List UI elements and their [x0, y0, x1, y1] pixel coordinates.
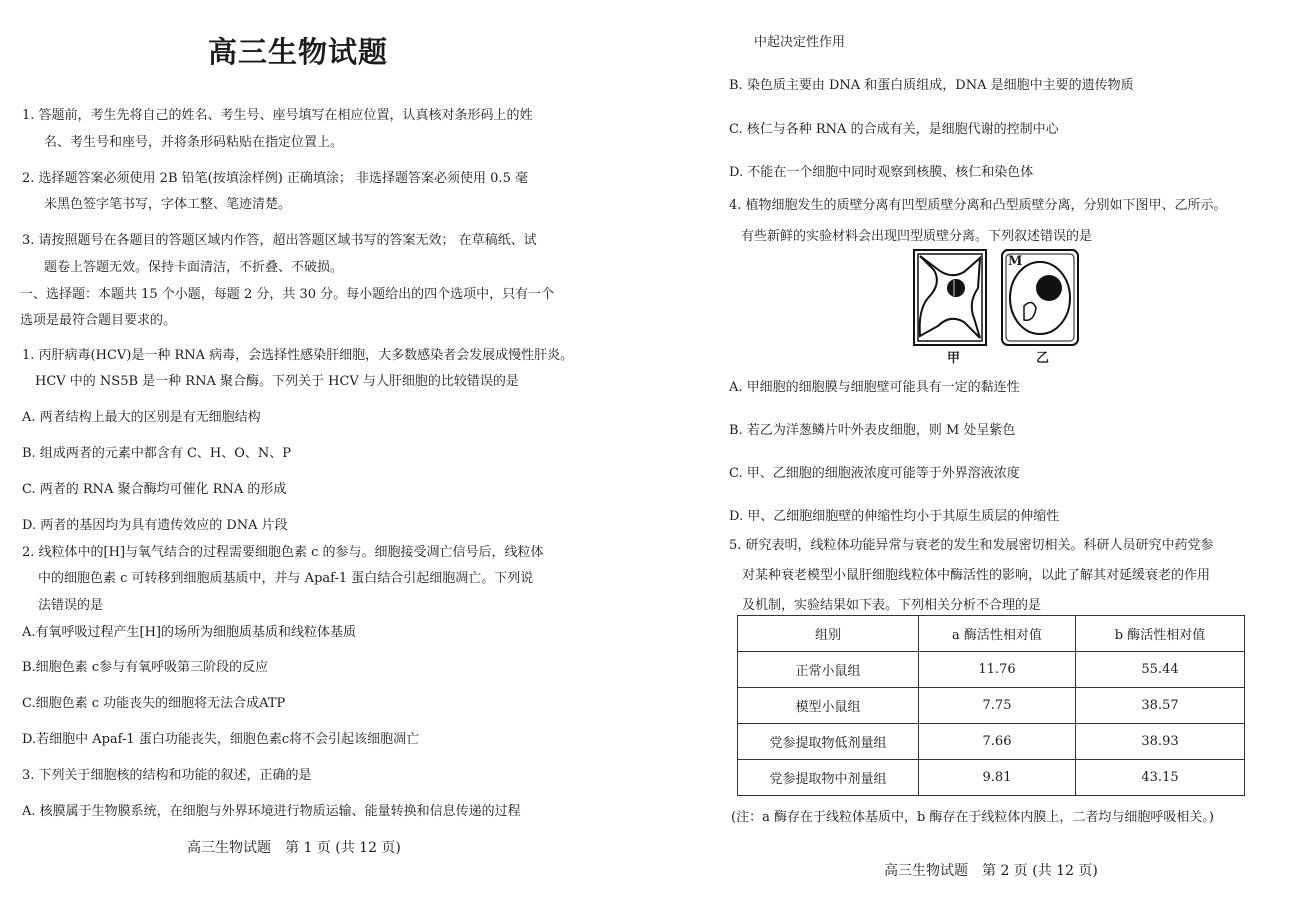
instruction-line: 米黑色签字笔书写，字体工整、笔迹清楚。: [44, 197, 292, 212]
question-5-stem: 对某种衰老模型小鼠肝细胞线粒体中酶活性的影响，以此了解其对延缓衰老的作用: [742, 568, 1211, 583]
question-3-option-c: C. 核仁与各种 RNA 的合成有关，是细胞代谢的控制中心: [729, 122, 1059, 137]
instruction-line: 2. 选择题答案必须使用 2B 铅笔(按填涂样例) 正确填涂； 非选择题答案必须使用 0.5 毫: [22, 171, 528, 186]
question-2-stem: 法错误的是: [38, 598, 104, 613]
instruction-line: 题卷上答题无效。保持卡面清洁，不折叠、不破损。: [44, 260, 344, 275]
page-title: 高三生物试题: [208, 35, 389, 69]
table-note: (注：a 酶存在于线粒体基质中，b 酶存在于线粒体内膜上，二者均与细胞呼吸相关。): [731, 810, 1214, 825]
section-heading: 选项是最符合题目要求的。: [20, 313, 177, 328]
table-row: [738, 688, 1245, 724]
table-cell: 38.57: [1076, 688, 1245, 724]
table-row: [738, 724, 1245, 760]
label-m: M: [1008, 254, 1023, 269]
question-4-stem: 4. 植物细胞发生的质壁分离有凹型质壁分离和凸型质壁分离，分别如下图甲、乙所示。: [729, 198, 1227, 213]
plasmolysis-diagram: [912, 248, 1082, 348]
question-3-option-d: D. 不能在一个细胞中同时观察到核膜、核仁和染色体: [729, 165, 1034, 180]
instruction-line: 3. 请按照题号在各题目的答题区域内作答，超出答题区域书写的答案无效； 在草稿纸、试: [22, 233, 537, 248]
table-header-cell: 组别: [738, 616, 919, 652]
question-2-option-c: C.细胞色素 c 功能丧失的细胞将无法合成ATP: [22, 696, 286, 711]
table-cell: 正常小鼠组: [738, 652, 919, 688]
question-3-option-b: B. 染色质主要由 DNA 和蛋白质组成，DNA 是细胞中主要的遗传物质: [729, 78, 1134, 93]
question-1-option-c: C. 两者的 RNA 聚合酶均可催化 RNA 的形成: [22, 482, 287, 497]
table-cell: 11.76: [919, 652, 1076, 688]
table-header-row: [738, 616, 1245, 652]
question-1-option-a: A. 两者结构上最大的区别是有无细胞结构: [22, 410, 261, 425]
table-cell: 模型小鼠组: [738, 688, 919, 724]
cell-jia: [914, 250, 986, 345]
question-4-option-a: A. 甲细胞的细胞膜与细胞壁可能具有一定的黏连性: [729, 380, 1020, 395]
table-cell: 55.44: [1076, 652, 1245, 688]
table-header-cell: b 酶活性相对值: [1076, 616, 1245, 652]
table-cell: 43.15: [1076, 760, 1245, 796]
table-cell: 9.81: [919, 760, 1076, 796]
plasmolysis-figure: [912, 248, 1082, 364]
label-yi: 乙: [1036, 351, 1050, 366]
question-3-option-a-cont: 中起决定性作用: [754, 35, 846, 50]
question-5-stem: 5. 研究表明，线粒体功能异常与衰老的发生和发展密切相关。科研人员研究中药党参: [729, 538, 1214, 553]
question-2-stem: 中的细胞色素 c 可转移到细胞质基质中，并与 Apaf-1 蛋白结合引起细胞凋亡。下列说: [38, 571, 534, 586]
question-1-option-b: B. 组成两者的元素中都含有 C、H、O、N、P: [22, 446, 292, 461]
question-1-option-d: D. 两者的基因均为具有遗传效应的 DNA 片段: [22, 518, 288, 533]
instruction-line: 名、考生号和座号，并将条形码粘贴在指定位置上。: [44, 135, 344, 150]
enzyme-activity-table: [737, 615, 1245, 796]
table-cell: 7.75: [919, 688, 1076, 724]
question-3-option-a: A. 核膜属于生物膜系统，在细胞与外界环境进行物质运输、能量转换和信息传递的过程: [22, 804, 521, 819]
section-heading: 一、选择题：本题共 15 个小题，每题 2 分，共 30 分。每小题给出的四个选项中，只有一个: [20, 287, 555, 302]
question-4-option-b: B. 若乙为洋葱鳞片叶外表皮细胞，则 M 处呈紫色: [729, 423, 1016, 438]
question-2-option-a: A.有氧呼吸过程产生[H]的场所为细胞质基质和线粒体基质: [22, 625, 357, 640]
question-4-option-c: C. 甲、乙细胞的细胞液浓度可能等于外界溶液浓度: [729, 466, 1020, 481]
question-2-option-b: B.细胞色素 c参与有氧呼吸第三阶段的反应: [22, 660, 269, 675]
instruction-line: 1. 答题前，考生先将自己的姓名、考生号、座号填写在相应位置，认真核对条形码上的姓: [22, 108, 533, 123]
table-header-cell: a 酶活性相对值: [919, 616, 1076, 652]
page-footer: 高三生物试题 第 2 页 (共 12 页): [884, 863, 1098, 879]
page-footer: 高三生物试题 第 1 页 (共 12 页): [187, 840, 401, 856]
question-1-stem: 1. 丙肝病毒(HCV)是一种 RNA 病毒，会选择性感染肝细胞，大多数感染者会发展成慢性肝炎。: [22, 348, 574, 363]
question-2-option-d: D.若细胞中 Apaf-1 蛋白功能丧失，细胞色素c将不会引起该细胞凋亡: [22, 732, 420, 747]
table-cell: 党参提取物中剂量组: [738, 760, 919, 796]
table-row: [738, 760, 1245, 796]
question-2-stem: 2. 线粒体中的[H]与氧气结合的过程需要细胞色素 c 的参与。细胞接受凋亡信号后，线粒体: [22, 545, 544, 560]
table-cell: 党参提取物低剂量组: [738, 724, 919, 760]
table-cell: 7.66: [919, 724, 1076, 760]
label-jia: 甲: [947, 351, 961, 366]
question-1-stem: HCV 中的 NS5B 是一种 RNA 聚合酶。下列关于 HCV 与人肝细胞的比较错误的是: [35, 374, 519, 389]
question-4-option-d: D. 甲、乙细胞细胞壁的伸缩性均小于其原生质层的伸缩性: [729, 509, 1060, 524]
table-cell: 38.93: [1076, 724, 1245, 760]
question-5-stem: 及机制，实验结果如下表。下列相关分析不合理的是: [742, 598, 1042, 613]
table-row: [738, 652, 1245, 688]
question-3-stem: 3. 下列关于细胞核的结构和功能的叙述，正确的是: [22, 768, 312, 783]
question-4-stem: 有些新鲜的实验材料会出现凹型质壁分离。下列叙述错误的是: [741, 229, 1093, 244]
